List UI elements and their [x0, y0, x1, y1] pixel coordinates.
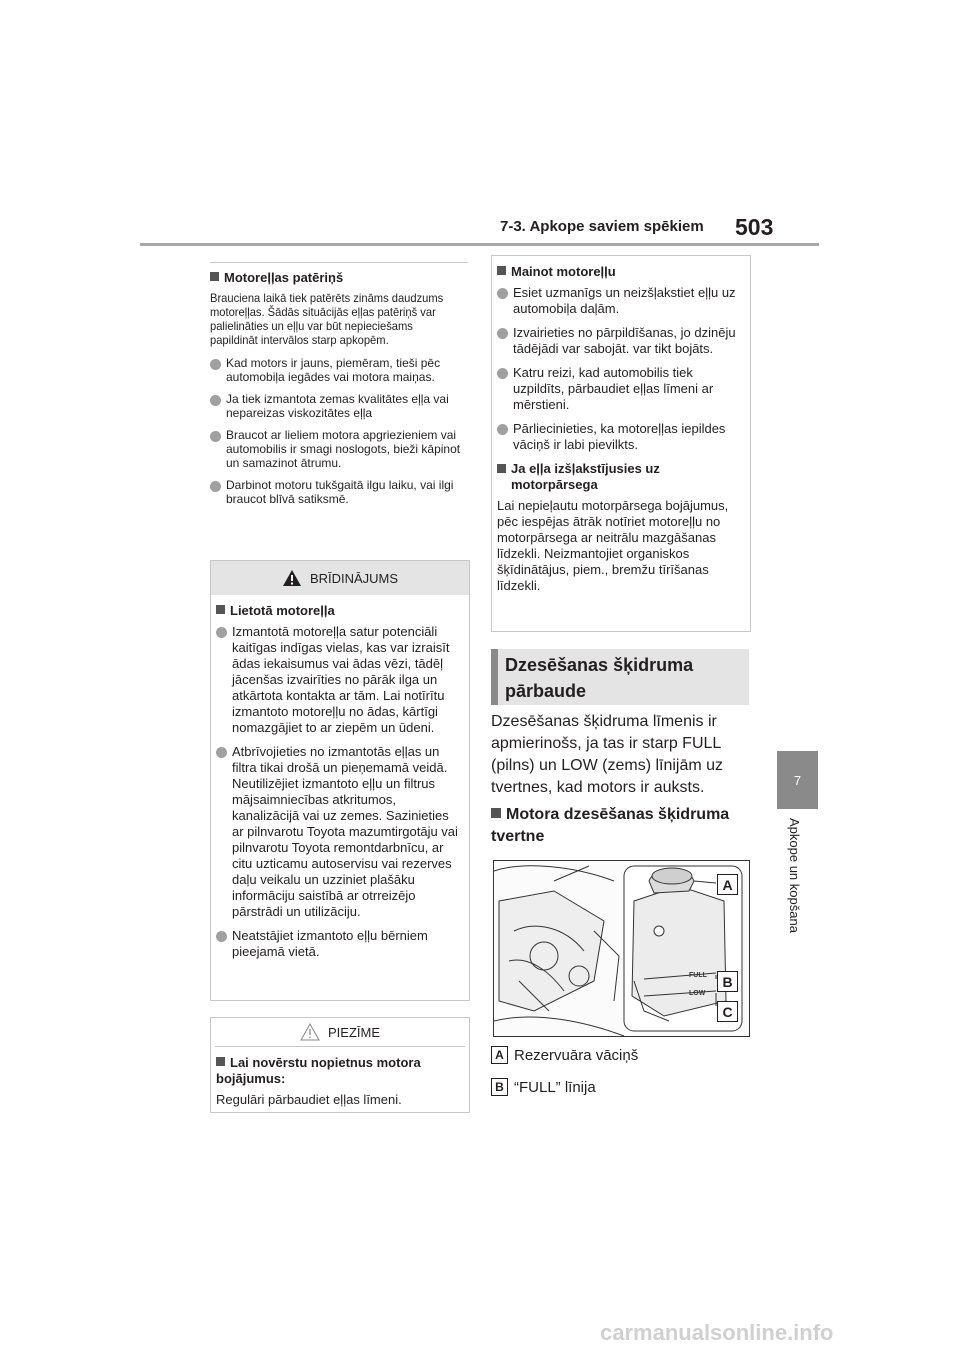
legend-item-b: [491, 1078, 596, 1096]
watermark: carmanualsonline.info: [600, 1320, 834, 1345]
header-divider: [140, 243, 819, 246]
list-item: Braucot ar lieliem motora apgriezieniem vai automobilis ir smagi noslogots, bieži kāpinot un samazinot ātrumu.: [210, 428, 468, 470]
note-body: [211, 1053, 469, 1116]
engine-bay-illustration: [494, 861, 749, 1036]
legend-text: “FULL” līnija: [514, 1078, 596, 1096]
coolant-heading-text: Dzesēšanas šķidruma pārbaude: [505, 655, 694, 701]
bullet-icon: [497, 424, 508, 435]
oil-spill-subtitle: Ja eļļa izšļakstījusies uz motorpārsega: [497, 461, 744, 493]
full-mark: FULL: [689, 972, 707, 979]
legend-letter: B: [491, 1078, 508, 1096]
list-item: Darbinot motoru tukšgaitā ilgu laiku, vai ilgi braucot blīvā satiksmē.: [210, 478, 468, 506]
warning-triangle-icon: [282, 569, 302, 587]
coolant-tank-heading: Motora dzesēšanas šķidruma tvertne: [491, 806, 730, 845]
low-mark: LOW: [689, 990, 706, 997]
square-bullet-icon: [216, 1057, 225, 1066]
heading-bar: [491, 649, 498, 705]
note-header: [211, 1018, 469, 1046]
warning-body: [211, 595, 469, 976]
note-box: [210, 1017, 470, 1113]
warning-header: [211, 561, 469, 595]
chapter-label: Apkope un kopšana: [787, 818, 802, 933]
bullet-icon: [210, 359, 221, 370]
bullet-icon: [216, 931, 227, 942]
square-bullet-icon: [491, 808, 501, 818]
list-item: Atbrīvojieties no izmantotās eļļas un filtra tikai drošā un pieņemamā veidā. Neutilizējiet izmantoto eļļu un filtrus mājsaimniecības atkritumos, kanalizācijā vai uz zemes. Sazinieties ar pilnvarotu Toyota mazumtirgotāju vai pilnvarotu Toyota remontdarbnīcu, ar citu uzticamu autoservisu vai rezerves daļu veikalu un uzziniet plašāku informāciju saistībā ar otrreizējo pārstrādi un utilizāciju.: [216, 744, 463, 920]
bullet-icon: [216, 747, 227, 758]
callout-b: B: [717, 971, 738, 992]
section-rule: [210, 262, 468, 263]
legend-item-a: [491, 1046, 638, 1064]
list-item: Katru reizi, kad automobilis tiek uzpildīts, pārbaudiet eļļas līmeni ar mērstieni.: [497, 365, 744, 413]
warning-subtitle: Lietotā motoreļļa: [216, 603, 463, 619]
callout-c: C: [717, 1001, 738, 1022]
changing-oil-body: [492, 256, 750, 602]
legend-letter: A: [491, 1046, 508, 1064]
bullet-icon: [497, 288, 508, 299]
list-item: Pārliecinieties, ka motoreļļas iepildes vāciņš ir labi pievilkts.: [497, 421, 744, 453]
bullet-icon: [210, 431, 221, 442]
caution-triangle-icon: [300, 1023, 320, 1041]
warning-label: BRĪDINĀJUMS: [309, 570, 399, 586]
square-bullet-icon: [497, 464, 506, 473]
section-title: 7-3. Apkope saviem spēkiem: [500, 218, 704, 235]
oil-consumption-title: Motoreļļas patēriņš: [210, 270, 468, 285]
warning-box: [210, 560, 470, 1001]
list-item: Esiet uzmanīgs un neizšļakstiet eļļu uz automobiļa daļām.: [497, 285, 744, 317]
coolant-body: Dzesēšanas šķidruma līmenis ir apmierinošs, ja tas ir starp FULL (pilns) un LOW (zems) līnijām uz tvertnes, kad motors ir auksts.: [491, 713, 724, 796]
oil-spill-text: Lai nepieļautu motorpārsega bojājumus, pēc iespējas ātrāk notīriet motoreļļu no motorpārsega ar neitrālu mazgāšanas līdzekli. Neizmantojiet organiskos šķīdinātājus, piem., bremžu tīrīšanas līdzekli.: [497, 498, 729, 593]
square-bullet-icon: [497, 266, 506, 275]
note-divider: [215, 1046, 465, 1047]
note-text: Regulāri pārbaudiet eļļas līmeni.: [216, 1092, 402, 1107]
list-item: Kad motors ir jauns, piemēram, tieši pēc automobiļa iegādes vai motora maiņas.: [210, 356, 468, 384]
coolant-tank-figure: [493, 860, 750, 1037]
changing-oil-box: [491, 255, 751, 632]
oil-consumption-section: [210, 262, 468, 514]
list-item: Ja tiek izmantota zemas kvalitātes eļļa vai nepareizas viskozitātes eļļa: [210, 392, 468, 420]
callout-a: A: [717, 874, 738, 895]
bullet-icon: [497, 368, 508, 379]
list-item: Neatstājiet izmantoto eļļu bērniem pieejamā vietā.: [216, 928, 463, 960]
coolant-section-heading: [491, 649, 749, 705]
oil-consumption-intro: Brauciena laikā tiek patērēts zināms daudzums motoreļļas. Šādās situācijās eļļas patēriņš var palielināties un eļļu var būt nepieciešams papildināt intervālos starp apkopēm.: [210, 291, 444, 347]
page-number: 503: [735, 214, 774, 240]
oil-consumption-body: [210, 291, 468, 506]
bullet-icon: [216, 627, 227, 638]
legend-text: Rezervuāra vāciņš: [514, 1046, 639, 1064]
list-item: Izvairieties no pārpildīšanas, jo dzinēju tādējādi var sabojāt. var tikt bojāts.: [497, 325, 744, 357]
changing-oil-subtitle: Mainot motoreļļu: [497, 264, 744, 280]
list-item: Izmantotā motoreļļa satur potenciāli kaitīgas indīgas vielas, kas var izraisīt ādas iekaisumus vai ādas vēzi, tādēļ jācenšas izvairīties no pārāk ilga un atkārtota kontakta ar tām. Lai notīrītu izmantoto motoreļļu no ādas, kārtīgi nomazgājiet to ar ziepēm un ūdeni.: [216, 624, 463, 736]
chapter-tab[interactable]: 7: [777, 751, 818, 809]
square-bullet-icon: [216, 605, 225, 614]
note-label: PIEZĪME: [327, 1024, 380, 1040]
bullet-icon: [497, 328, 508, 339]
bullet-icon: [210, 481, 221, 492]
note-subtitle: Lai novērstu nopietnus motora bojājumus:: [216, 1055, 421, 1086]
square-bullet-icon: [210, 272, 219, 281]
bullet-icon: [210, 395, 221, 406]
